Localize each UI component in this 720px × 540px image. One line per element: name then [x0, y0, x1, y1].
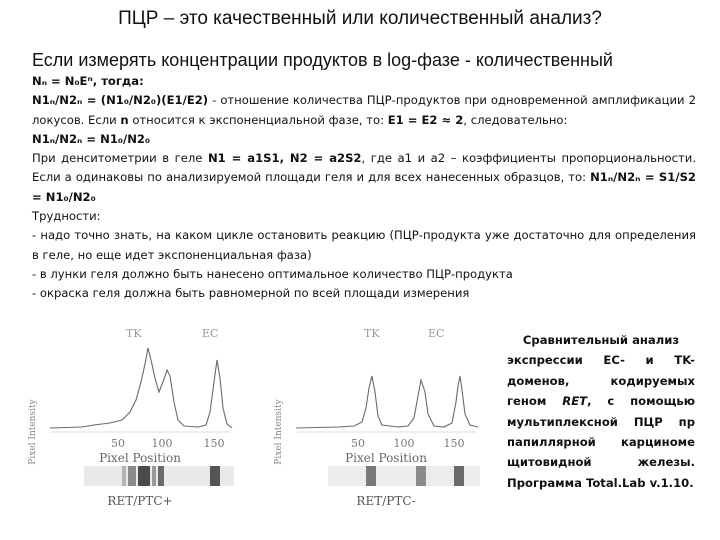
y-axis-label: Pixel Intensity	[274, 399, 284, 465]
peak-label-ec: EC	[428, 327, 445, 340]
intensity-curve	[50, 348, 232, 428]
densitometry-paragraph: При денситометрии в геле N1 = a1S1, N2 = a2S2, где a1 и a2 – коэффициенты пропорциональности. Если a одинаковы по анализируемой площади геля и для всех нанесенных образцов, то: N1ₙ/N2ₙ = S1/S2 = N1₀/N2₀	[32, 151, 696, 204]
result-formula: N1ₙ/N2ₙ = N1₀/N2₀	[32, 131, 151, 146]
x-tick-label: 150	[203, 437, 225, 450]
densitogram-right	[268, 320, 490, 520]
x-axis-label: Pixel Position	[345, 451, 427, 465]
formula-line: Nₙ = N₀Eⁿ, тогда:	[32, 74, 144, 88]
x-tick-label: 150	[443, 437, 465, 450]
x-axis-label: Pixel Position	[99, 451, 181, 465]
gel-sample-label: RET/PTC+	[107, 494, 173, 508]
ratio-paragraph: N1ₙ/N2ₙ = (N1₀/N2₀)(E1/E2) - отношение количества ПЦР-продуктов при одновременной амплификации 2 локусов. Если n относится к экспоненциальной фазе, то: E1 = E2 ≈ 2, следовательно:	[32, 93, 696, 127]
difficulties-label: Трудности:	[32, 209, 101, 224]
x-tick-label: 50	[111, 437, 125, 450]
peak-label-ec: EC	[202, 327, 219, 340]
figure-caption: Сравнительный анализ экспрессии EC- и TK-доменов, кодируемых геном RET, с помощью мультиплексной ПЦР пр папиллярной карциноме щитовидной железы. Программа Total.Lab v.1.10.	[507, 330, 695, 493]
peak-label-tk: TK	[126, 327, 142, 340]
difficulty-item: - окраска геля должна быть равномерной по всей площади измерения	[32, 286, 470, 301]
gene-name: RET	[562, 394, 588, 409]
gel-sample-label: RET/PTC-	[356, 494, 416, 508]
difficulty-item: - надо точно знать, на каком цикле остановить реакцию (ПЦР-продукта уже достаточно для определения в геле, но еще идет экспоненциальная фаза)	[32, 228, 696, 262]
x-tick-label: 100	[151, 437, 173, 450]
peak-label-tk: TK	[364, 327, 380, 340]
gel-lane-image	[84, 466, 234, 486]
difficulty-item: - в лунки геля должно быть нанесено оптимальное количество ПЦР-продукта	[32, 266, 513, 281]
densitogram-left	[22, 320, 244, 520]
slide-title: ПЦР – это качественный или количественный анализ?	[118, 8, 602, 29]
x-tick-label: 50	[351, 437, 365, 450]
x-tick-label: 100	[393, 437, 415, 450]
caption-title: Сравнительный анализ	[522, 333, 680, 347]
gel-lane-image	[328, 466, 480, 486]
main-text	[32, 72, 696, 304]
slide-subtitle: Если измерять концентрации продуктов в log-фазе - количественный	[32, 50, 613, 70]
intensity-curve	[296, 376, 478, 428]
y-axis-label: Pixel Intensity	[28, 399, 38, 465]
